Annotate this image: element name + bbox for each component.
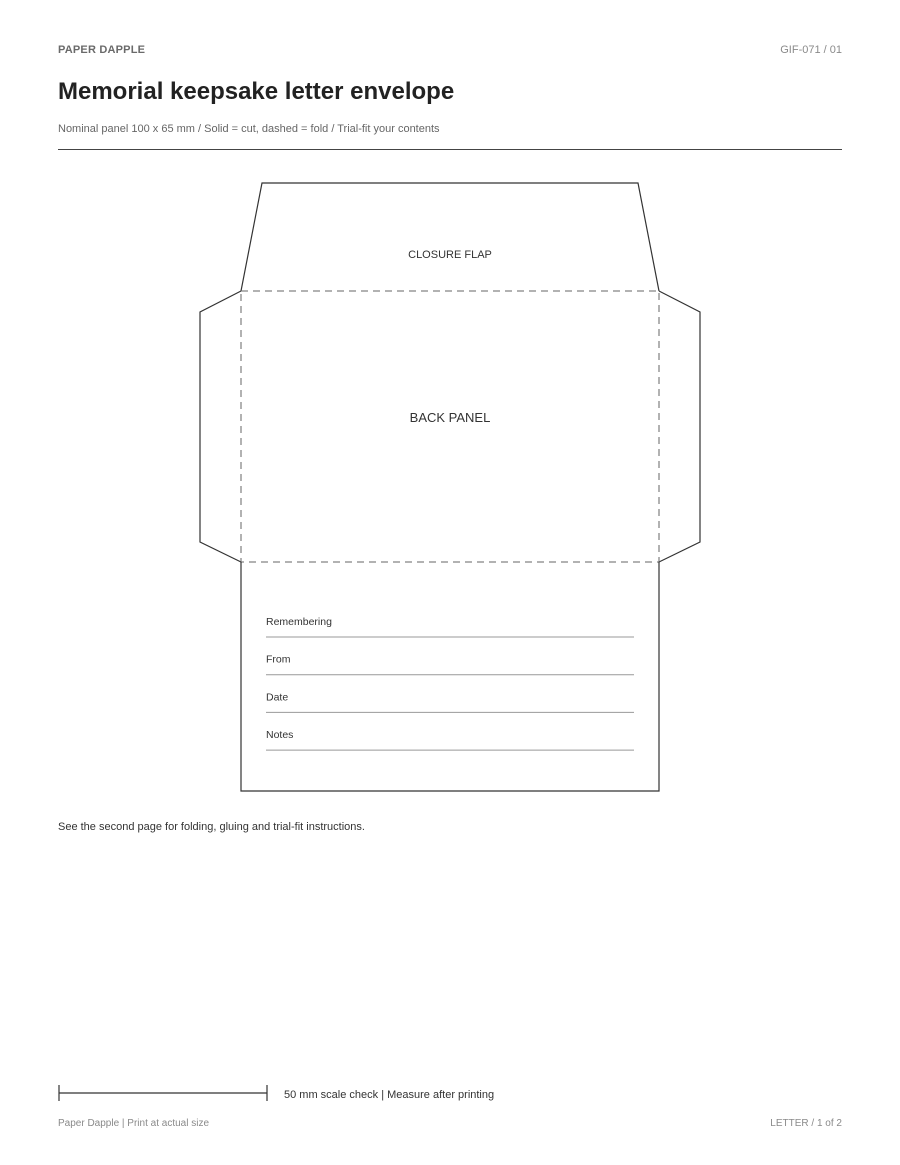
footer-left-text: Paper Dapple | Print at actual size [58, 1118, 210, 1129]
keepsake-fields [266, 616, 634, 750]
field-label-from: From [266, 653, 291, 666]
bottom-flap-outline [241, 562, 659, 791]
right-side-flap-outline [659, 291, 700, 562]
closure-flap-label: CLOSURE FLAP [408, 249, 492, 261]
field-label-date: Date [266, 691, 289, 704]
page-subtitle: Nominal panel 100 x 65 mm / Solid = cut, dashed = fold / Trial-fit your contents [58, 123, 440, 135]
page-title: Memorial keepsake letter envelope [58, 78, 455, 105]
scale-check-text: 50 mm scale check | Measure after printing [284, 1089, 495, 1101]
field-label-notes: Notes [266, 729, 294, 742]
scale-bar [58, 1085, 268, 1101]
left-side-flap-outline [200, 291, 241, 562]
closure-flap-outline [241, 183, 659, 291]
instructions-note: See the second page for folding, gluing and trial-fit instructions. [58, 821, 365, 833]
back-panel-label: BACK PANEL [409, 410, 491, 425]
brand-name: PAPER DAPPLE [58, 44, 146, 56]
footer-page-indicator: LETTER / 1 of 2 [770, 1118, 842, 1129]
back-panel-fold-lines [241, 291, 659, 562]
document-id: GIF-071 / 01 [780, 44, 842, 56]
field-label-remembering: Remembering [266, 616, 332, 628]
